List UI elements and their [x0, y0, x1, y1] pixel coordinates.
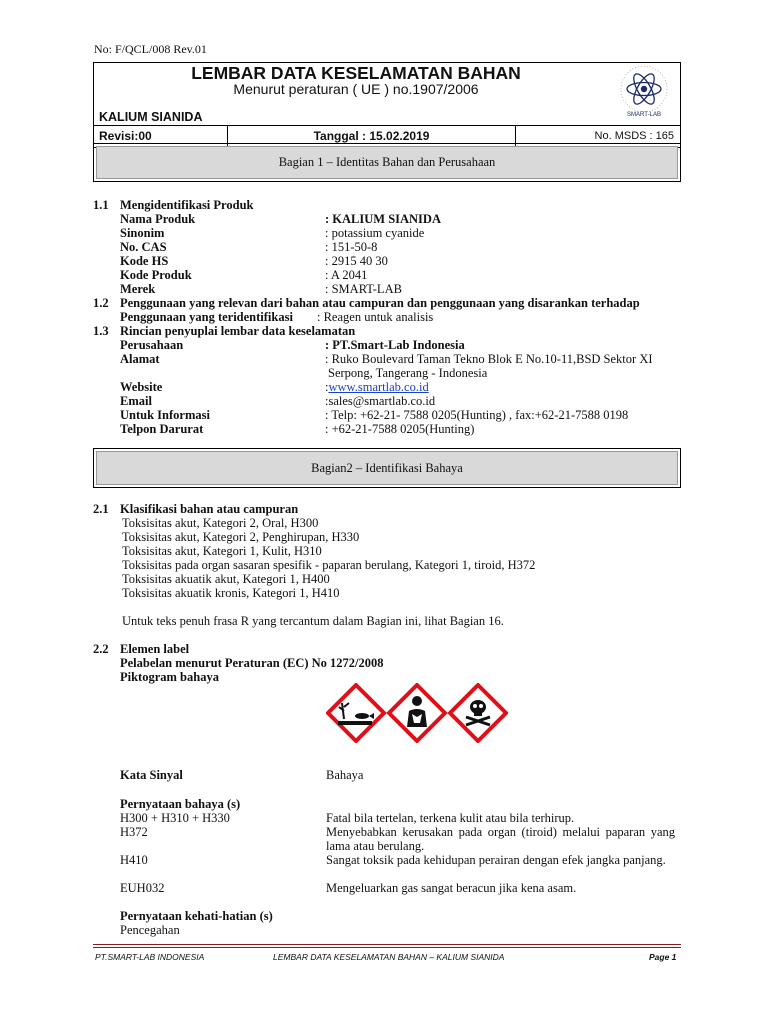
revision-cell: Revisi:00 [99, 129, 152, 143]
field-label: Kode Produk [120, 268, 192, 282]
classification-item: Toksisitas akut, Kategori 2, Penghirupan, H330 [122, 530, 360, 544]
hazard-pictograms [326, 683, 508, 743]
email-label: Email [120, 394, 152, 408]
section-1-2-number: 1.2 [93, 296, 109, 310]
classification-item: Toksisitas akut, Kategori 2, Oral, H300 [122, 516, 319, 530]
field-value: : KALIUM SIANIDA [325, 212, 441, 226]
msds-header [93, 62, 681, 148]
prevention-label: Pencegahan [120, 923, 180, 937]
label-regulation: Pelabelan menurut Peraturan (EC) No 1272/2008 [120, 656, 384, 670]
field-label: Nama Produk [120, 212, 196, 226]
document-title: LEMBAR DATA KESELAMATAN BAHAN [191, 63, 521, 83]
environment-hazard-icon [328, 685, 384, 741]
hazard-code: H372 [120, 825, 148, 839]
precaution-title: Pernyataan kehati-hatian (s) [120, 909, 273, 923]
date-cell: Tanggal : 15.02.2019 [227, 126, 515, 147]
hazard-code: EUH032 [120, 881, 165, 895]
field-value: : SMART-LAB [325, 282, 402, 296]
field-label: No. CAS [120, 240, 167, 254]
skull-crossbones-icon [450, 685, 506, 741]
footer-rule-thin [93, 947, 681, 948]
use-value: : Reagen untuk analisis [317, 310, 434, 324]
info-value: : Telp: +62-21- 7588 0205(Hunting) , fax:+62-21-7588 0198 [325, 408, 629, 422]
website-label: Website [120, 380, 163, 394]
footer-document: LEMBAR DATA KESELAMATAN BAHAN – KALIUM SIANIDA [273, 952, 505, 962]
field-value: : 2915 40 30 [325, 254, 388, 268]
hazard-text: Mengeluarkan gas sangat beracun jika kena asam. [326, 881, 577, 895]
section-1-title: Bagian 1 – Identitas Bahan dan Perusahaan [96, 146, 678, 179]
health-hazard-icon [389, 685, 445, 741]
document-subtitle: Menurut peraturan ( UE ) no.1907/2006 [233, 81, 479, 97]
hazard-code: H410 [120, 853, 148, 867]
field-label: Sinonim [120, 226, 165, 240]
field-value: : 151-50-8 [325, 240, 378, 254]
section-2-2-number: 2.2 [93, 642, 109, 656]
hazard-text: Fatal bila tertelan, terkena kulit atau bila terhirup. [326, 811, 575, 825]
field-label: Merek [120, 282, 156, 296]
msds-number-cell: No. MSDS : 165 [515, 126, 680, 147]
hazard-statements-title: Pernyataan bahaya (s) [120, 797, 241, 811]
website-value [325, 380, 429, 394]
address-value-line1: : Ruko Boulevard Taman Tekno Blok E No.10-11,BSD Sektor XI [325, 352, 653, 366]
footer-rule [93, 944, 681, 945]
hazard-text: Menyebabkan kerusakan pada organ (tiroid) melalui paparan yang lama atau berulang. [326, 825, 675, 853]
field-label: Kode HS [120, 254, 169, 268]
section-1-1-title: Mengidentifikasi Produk [120, 198, 254, 212]
signal-word-value: Bahaya [326, 768, 364, 782]
document-number: No: F/QCL/008 Rev.01 [94, 42, 207, 56]
section-2-title: Bagian2 – Identifikasi Bahaya [96, 451, 678, 485]
company-value: : PT.Smart-Lab Indonesia [325, 338, 465, 352]
hazard-text: Sangat toksik pada kehidupan perairan dengan efek jangka panjang. [326, 853, 666, 867]
section-1-2-title: Penggunaan yang relevan dari bahan atau campuran dan penggunaan yang disarankan terhadap [120, 296, 640, 310]
footer-page: Page 1 [649, 952, 677, 962]
website-prefix: : [325, 380, 329, 394]
use-label: Penggunaan yang teridentifikasi [120, 310, 293, 324]
section-1-1-number: 1.1 [93, 198, 109, 212]
section-1-bar [93, 143, 681, 182]
field-value: : potassium cyanide [325, 226, 425, 240]
emergency-value: : +62-21-7588 0205(Hunting) [325, 422, 475, 436]
hazard-code: H300 + H310 + H330 [120, 811, 230, 825]
field-value: : A 2041 [325, 268, 368, 282]
address-value-line2: Serpong, Tangerang - Indonesia [328, 366, 488, 380]
section-1-3-title: Rincian penyuplai lembar data keselamatan [120, 324, 356, 338]
info-label: Untuk Informasi [120, 408, 210, 422]
classification-item: Toksisitas akuatik akut, Kategori 1, H400 [122, 572, 330, 586]
smart-lab-logo [610, 65, 678, 119]
section-2-1-title: Klasifikasi bahan atau campuran [120, 502, 299, 516]
classification-item: Toksisitas akut, Kategori 1, Kulit, H310 [122, 544, 322, 558]
section-2-bar [93, 448, 681, 488]
company-label: Perusahaan [120, 338, 184, 352]
pictogram-label: Piktogram bahaya [120, 670, 219, 684]
classification-item: Toksisitas pada organ sasaran spesifik - paparan berulang, Kategori 1, tiroid, H372 [122, 558, 536, 572]
section-2-1-number: 2.1 [93, 502, 109, 516]
section-2-2-title: Elemen label [120, 642, 190, 656]
product-name-header: KALIUM SIANIDA [99, 110, 203, 124]
section-1-3-number: 1.3 [93, 324, 109, 338]
section-16-note: Untuk teks penuh frasa R yang tercantum dalam Bagian ini, lihat Bagian 16. [122, 614, 504, 628]
classification-item: Toksisitas akuatik kronis, Kategori 1, H410 [122, 586, 340, 600]
address-label: Alamat [120, 352, 160, 366]
email-value: :sales@smartlab.co.id [325, 394, 436, 408]
website-link[interactable]: www.smartlab.co.id [328, 380, 429, 394]
emergency-label: Telpon Darurat [120, 422, 204, 436]
footer-company: PT.SMART-LAB INDONESIA [95, 952, 205, 962]
signal-word-label: Kata Sinyal [120, 768, 183, 782]
logo-text: SMART-LAB [627, 112, 661, 118]
